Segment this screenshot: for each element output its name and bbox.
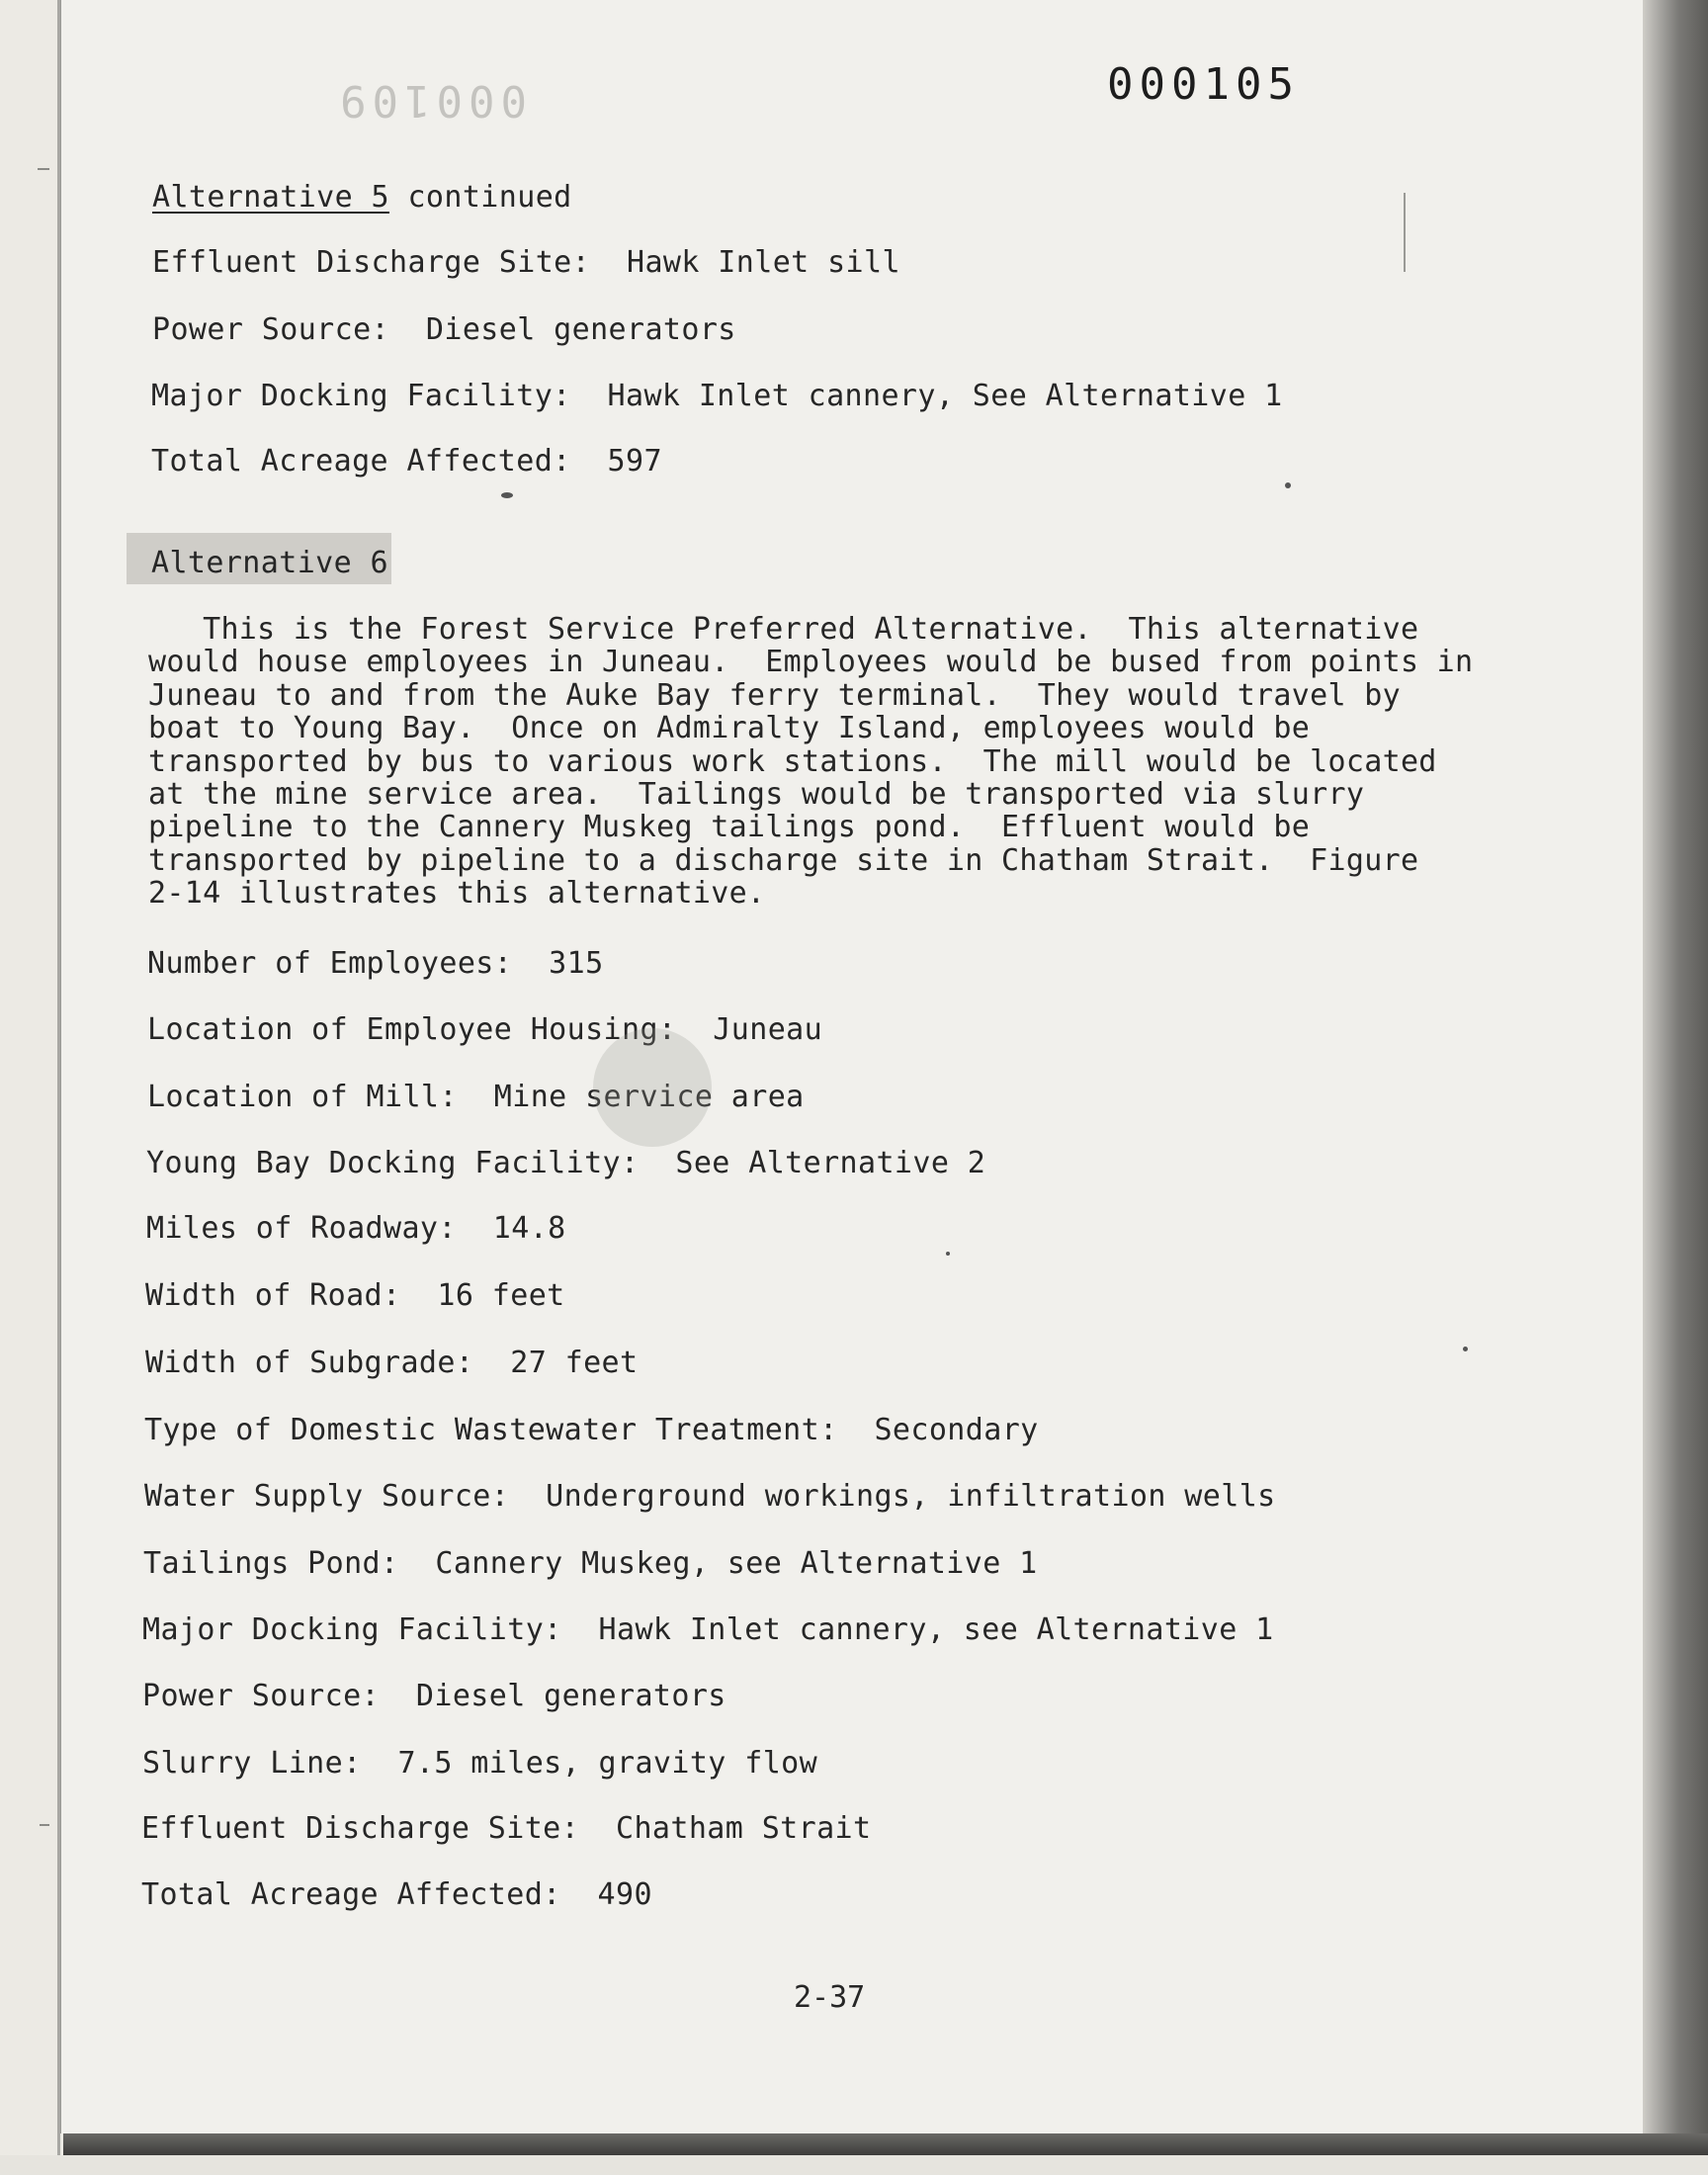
alt5-field: Power Source: Diesel generators — [152, 312, 736, 347]
alt5-field: Effluent Discharge Site: Hawk Inlet sill — [152, 245, 900, 280]
alt6-field: Number of Employees: 315 — [147, 946, 604, 981]
alt6-field: Width of Road: 16 feet — [145, 1278, 565, 1313]
binding-tick — [38, 168, 49, 170]
alt5-field: Total Acreage Affected: 597 — [151, 444, 662, 478]
paragraph-line: pipeline to the Cannery Muskeg tailings pond. Effluent would be — [148, 810, 1311, 845]
page-number: 2-37 — [794, 1980, 866, 2015]
alt6-field: Location of Mill: Mine service area — [147, 1080, 805, 1114]
scan-speck — [946, 1252, 950, 1256]
paragraph-line: transported by bus to various work stations. The mill would be located — [148, 743, 1437, 779]
binding-tick — [40, 1824, 49, 1826]
paragraph-line: at the mine service area. Tailings would be transported via slurry — [148, 777, 1365, 813]
bleed-through-stamp: 000109 — [334, 75, 527, 126]
scan-margin-line — [57, 0, 60, 2175]
alt6-field: Power Source: Diesel generators — [142, 1679, 726, 1713]
alt5-field: Major Docking Facility: Hawk Inlet cannery, See Alternative 1 — [151, 379, 1283, 413]
scan-edge-shadow — [1643, 0, 1708, 2145]
paragraph-line: boat to Young Bay. Once on Admiralty Island, employees would be — [148, 711, 1311, 746]
alt6-field: Young Bay Docking Facility: See Alternative 2 — [146, 1146, 986, 1180]
alt6-field: Location of Employee Housing: Juneau — [147, 1012, 823, 1047]
alt6-field: Type of Domestic Wastewater Treatment: Secondary — [144, 1413, 1039, 1447]
alt5-heading-suffix: continued — [389, 180, 572, 215]
document-stamp-number: 000105 — [1107, 59, 1300, 110]
faint-bleed-mark — [593, 1028, 712, 1147]
scan-bottom-margin — [0, 2155, 1708, 2175]
alt5-heading-label: Alternative 5 — [152, 180, 389, 215]
alt6-field: Tailings Pond: Cannery Muskeg, see Alternative 1 — [143, 1546, 1038, 1581]
alt6-field: Miles of Roadway: 14.8 — [146, 1211, 566, 1246]
alt6-field: Effluent Discharge Site: Chatham Strait — [141, 1811, 872, 1846]
paragraph-line: This is the Forest Service Preferred Alternative. This alternative — [148, 612, 1419, 647]
scan-speck — [1285, 482, 1291, 488]
scan-tick-mark — [1404, 193, 1406, 272]
paragraph-line: transported by pipeline to a discharge site in Chatham Strait. Figure — [148, 842, 1419, 878]
paragraph-line: Juneau to and from the Auke Bay ferry terminal. They would travel by — [148, 677, 1401, 713]
alt6-field: Width of Subgrade: 27 feet — [145, 1346, 639, 1380]
alt6-field: Major Docking Facility: Hawk Inlet cannery, see Alternative 1 — [142, 1612, 1274, 1647]
scan-speck — [501, 492, 513, 498]
alt6-heading: Alternative 6 — [151, 546, 388, 580]
scan-bottom-edge — [63, 2133, 1708, 2155]
scan-speck — [1463, 1347, 1468, 1351]
alt5-heading — [152, 181, 572, 215]
paragraph-line: would house employees in Juneau. Employees would be bused from points in — [148, 645, 1474, 680]
alt6-field: Water Supply Source: Underground workings, infiltration wells — [144, 1479, 1276, 1514]
alt6-paragraph — [148, 612, 1474, 912]
alt6-field: Slurry Line: 7.5 miles, gravity flow — [142, 1746, 818, 1781]
paragraph-line: 2-14 illustrates this alternative. — [148, 876, 766, 912]
alt6-field: Total Acreage Affected: 490 — [141, 1877, 652, 1912]
